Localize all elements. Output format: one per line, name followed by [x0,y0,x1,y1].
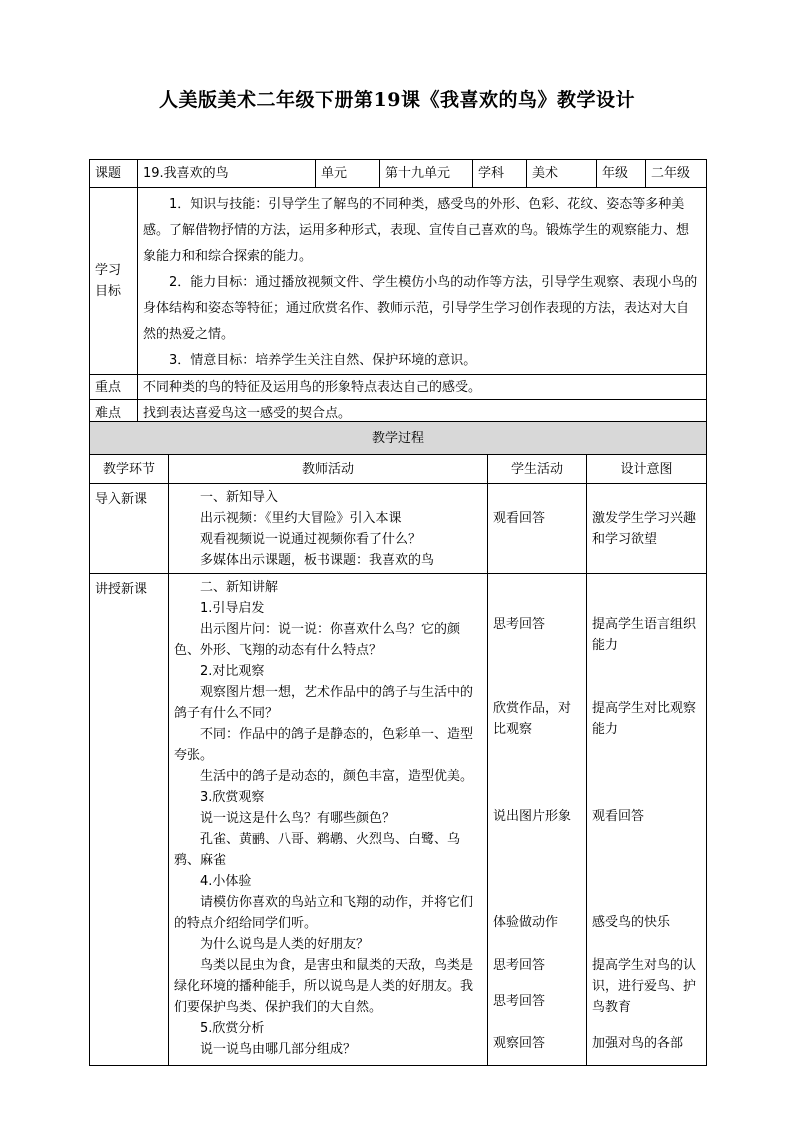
lecture-teacher-line: 3.欣赏观察 [200,790,265,805]
key-point-label: 重点 [90,375,138,400]
lecture-teacher-line: 2.对比观察 [200,664,265,679]
lecture-intent: 提高学生语言组织能力 [592,617,697,653]
lecture-intent: 观看回答 [592,809,645,824]
lecture-teacher-line: 请模仿你喜欢的鸟站立和飞翔的动作，并将它们的特点介绍给同学们听。 [174,895,474,931]
lecture-student: 体验做动作 [493,915,559,930]
intro-teacher-line: 多媒体出示课题，板书课题：我喜欢的鸟 [200,553,435,568]
lecture-teacher-line: 孔雀、黄鹂、八哥、鹈鹕、火烈鸟、白鹭、乌鸦、麻雀 [174,832,461,868]
subject-value: 美术 [527,160,597,188]
grade-value: 二年级 [646,160,707,188]
lecture-student: 思考回答 [493,617,546,632]
topic-value: 19.我喜欢的鸟 [138,160,316,188]
difficulty-value: 找到表达喜爱鸟这一感受的契合点。 [138,400,707,428]
intro-teacher-line: 出示视频：《里约大冒险》引入本课 [200,511,402,526]
lecture-teacher-line: 出示图片问：说一说：你喜欢什么鸟？它的颜色、外形、飞翔的动态有什么特点？ [174,622,461,658]
lecture-intent: 提高学生对比观察能力 [592,701,697,737]
process-header: 教学过程 [90,422,707,455]
column-student: 学生活动 [488,455,587,484]
intro-student: 观看回答 [488,484,587,574]
objectives-label: 学习 目标 [90,188,138,375]
lecture-teacher-line: 鸟类以昆虫为食，是害虫和鼠类的天敌，鸟类是绿化环境的播种能手，所以说鸟是人类的好朋友。我们要保护鸟类、保护我们的大自然。 [174,958,474,1015]
intro-stage: 导入新课 [90,484,169,574]
intro-intent: 激发学生学习兴趣和学习欲望 [587,484,707,574]
topic-label: 课题 [90,160,138,188]
lecture-teacher-line: 二、新知讲解 [200,580,279,595]
lecture-student: 思考回答 [493,958,546,973]
lecture-teacher-line: 不同：作品中的鸽子是静态的，色彩单一、造型夸张。 [174,727,474,763]
lecture-student: 欣赏作品，对比观察 [493,701,572,737]
lecture-student: 观察回答 [493,1036,546,1051]
grade-label: 年级 [597,160,646,188]
lecture-teacher-line: 说一说鸟由哪几部分组成？ [200,1042,357,1057]
lecture-teacher-line: 5.欣赏分析 [200,1021,265,1036]
objective-1: 1．知识与技能：引导学生了解鸟的不同种类，感受鸟的外形、色彩、花纹、姿态等多种美感。了解借物抒情的方法，运用多种形式，表现、宣传自己喜欢的鸟。锻炼学生的观察能力、想象能力和和综合探索的能力。 [143,197,690,264]
column-stage: 教学环节 [90,455,169,484]
lecture-intent: 感受鸟的快乐 [592,915,671,930]
objective-3: 3．情意目标：培养学生关注自然、保护环境的意识。 [169,353,477,368]
lecture-teacher-line: 1.引导启发 [200,601,265,616]
objective-2: 2．能力目标：通过播放视频文件、学生模仿小鸟的动作等方法，引导学生观察、表现小鸟的身体结构和姿态等特征；通过欣赏名作、教师示范，引导学生学习创作表现的方法，表达对大自然的热爱之情。 [143,275,698,342]
lecture-teacher-line: 说一说这是什么鸟？有哪些颜色？ [200,811,396,826]
process-table [89,421,707,1066]
lecture-teacher-line: 为什么说鸟是人类的好朋友？ [200,937,370,952]
column-intent: 设计意图 [587,455,707,484]
info-table [89,159,707,428]
difficulty-label: 难点 [90,400,138,428]
page-title: 人美版美术二年级下册第19课《我喜欢的鸟》教学设计 [159,89,635,111]
lecture-teacher-line: 4.小体验 [200,874,252,889]
lecture-student: 说出图片形象 [493,809,572,824]
lecture-intent: 提高学生对鸟的认识，进行爱鸟、护鸟教育 [592,958,697,1015]
lecture-student: 思考回答 [493,994,546,1009]
subject-label: 学科 [473,160,527,188]
unit-label: 单元 [316,160,380,188]
intro-teacher-line: 观看视频说一说通过视频你看了什么？ [200,532,422,547]
lecture-teacher-line: 观察图片想一想，艺术作品中的鸽子与生活中的鸽子有什么不同？ [174,685,474,721]
unit-value: 第十九单元 [380,160,473,188]
column-teacher: 教师活动 [169,455,488,484]
key-point-value: 不同种类的鸟的特征及运用鸟的形象特点表达自己的感受。 [138,375,707,400]
intro-teacher-line: 一、新知导入 [200,490,279,505]
lecture-stage: 讲授新课 [90,574,169,1066]
lecture-teacher-line: 生活中的鸽子是动态的，颜色丰富，造型优美。 [200,769,474,784]
lecture-intent: 加强对鸟的各部 [592,1036,684,1051]
